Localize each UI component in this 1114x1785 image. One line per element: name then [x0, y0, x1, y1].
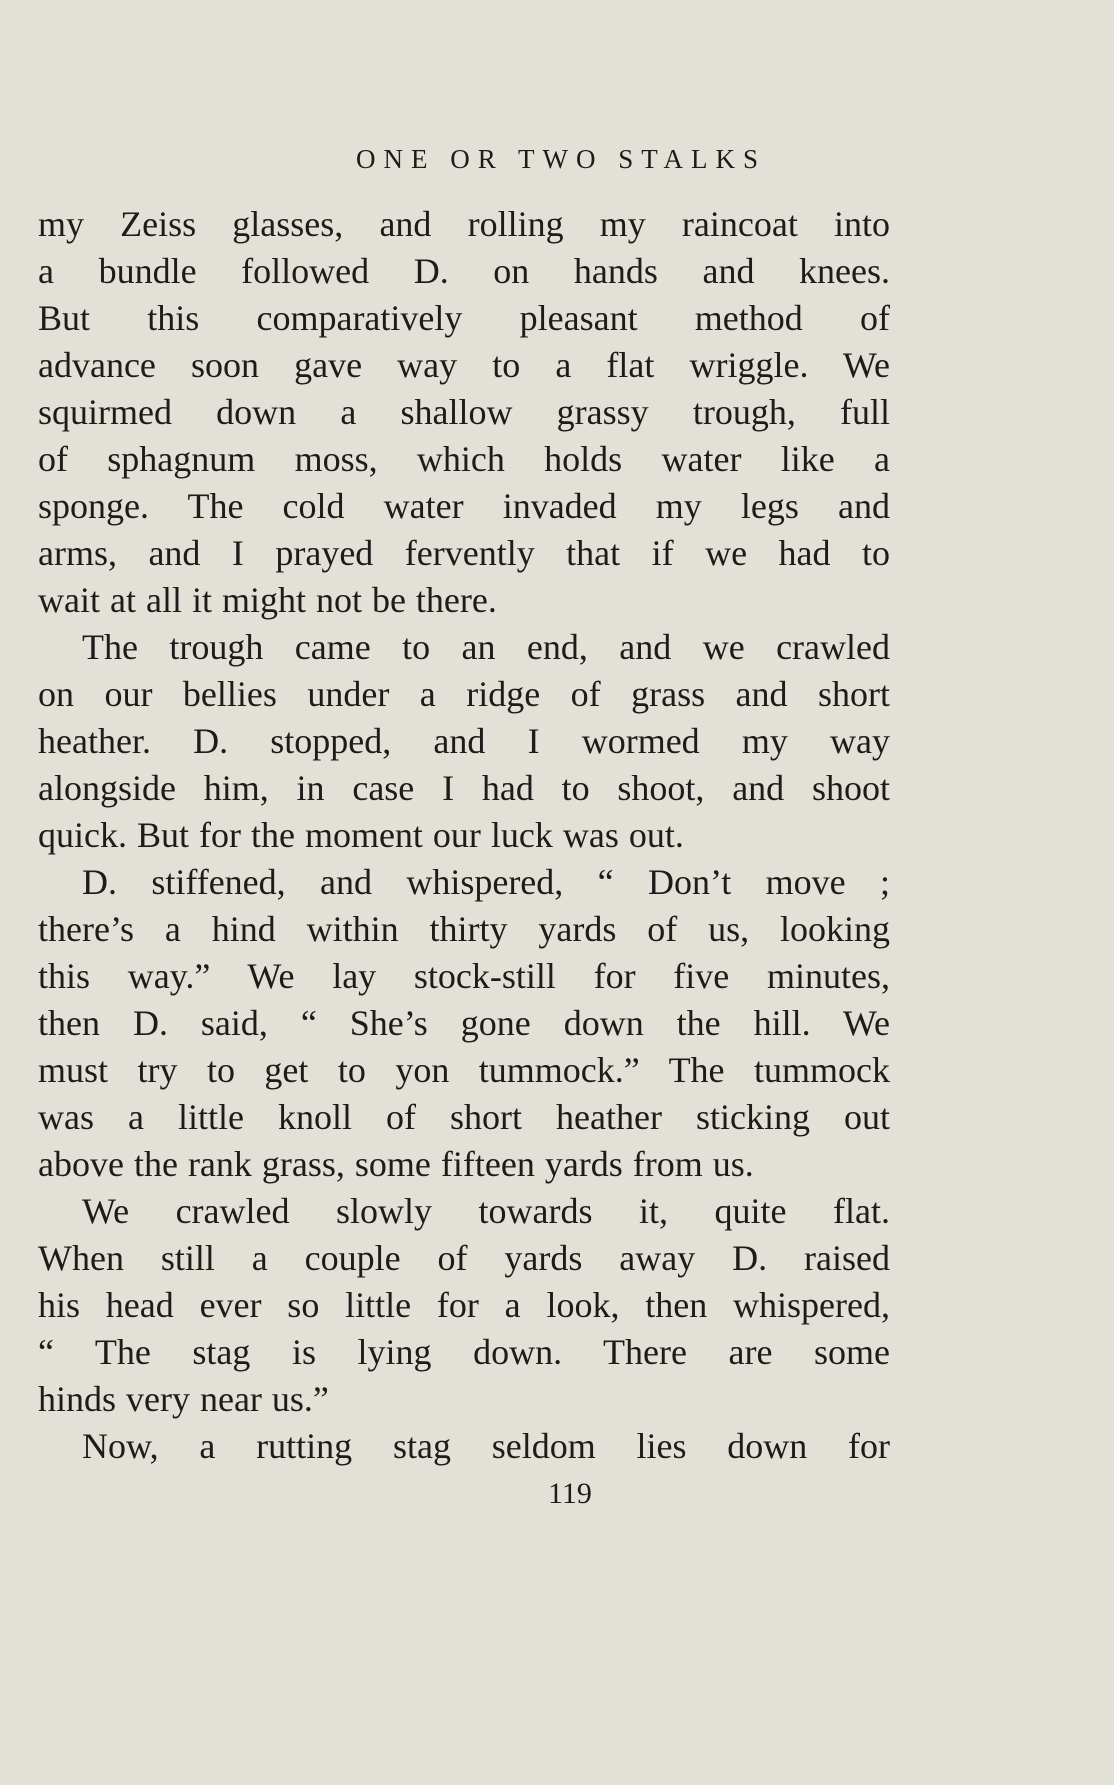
text-line: advance soon gave way to a flat wriggle. We — [38, 345, 890, 385]
text-line: But this comparatively pleasant method of — [38, 298, 890, 338]
text-line: his head ever so little for a look, then whispered, — [38, 1285, 890, 1325]
text-line: arms, and I prayed fervently that if we had to — [38, 533, 890, 573]
text-line: squirmed down a shallow grassy trough, full — [38, 392, 890, 432]
text-line: hinds very near us.” — [38, 1379, 329, 1419]
body-text — [38, 201, 890, 1470]
text-line: wait at all it might not be there. — [38, 580, 497, 620]
text-line: quick. But for the moment our luck was out. — [38, 815, 684, 855]
running-head-text: ONE OR TWO STALKS — [355, 144, 767, 174]
text-line: there’s a hind within thirty yards of us, looking — [38, 909, 890, 949]
text-line: We crawled slowly towards it, quite flat. — [82, 1191, 890, 1231]
text-line: then D. said, “ She’s gone down the hill. We — [38, 1003, 890, 1043]
text-line: The trough came to an end, and we crawled — [82, 627, 890, 667]
text-line: a bundle followed D. on hands and knees. — [38, 251, 890, 291]
text-line: sponge. The cold water invaded my legs and — [38, 486, 890, 526]
text-line: of sphagnum moss, which holds water like a — [38, 439, 890, 479]
running-head — [0, 141, 1114, 177]
text-line: “ The stag is lying down. There are some — [38, 1332, 890, 1372]
text-line: was a little knoll of short heather sticking out — [38, 1097, 890, 1137]
text-line: on our bellies under a ridge of grass and short — [38, 674, 890, 714]
text-line: above the rank grass, some fifteen yards from us. — [38, 1144, 754, 1184]
text-line: must try to get to yon tummock.” The tummock — [38, 1050, 890, 1090]
text-line: Now, a rutting stag seldom lies down for — [82, 1426, 890, 1466]
text-line: this way.” We lay stock-still for five minutes, — [38, 956, 890, 996]
text-line: When still a couple of yards away D. raised — [38, 1238, 890, 1278]
text-line: alongside him, in case I had to shoot, and shoot — [38, 768, 890, 808]
text-line: heather. D. stopped, and I wormed my way — [38, 721, 890, 761]
text-line: my Zeiss glasses, and rolling my raincoat into — [38, 204, 890, 244]
text-line: D. stiffened, and whispered, “ Don’t move ; — [82, 862, 890, 902]
page-number: 119 — [548, 1477, 592, 1510]
